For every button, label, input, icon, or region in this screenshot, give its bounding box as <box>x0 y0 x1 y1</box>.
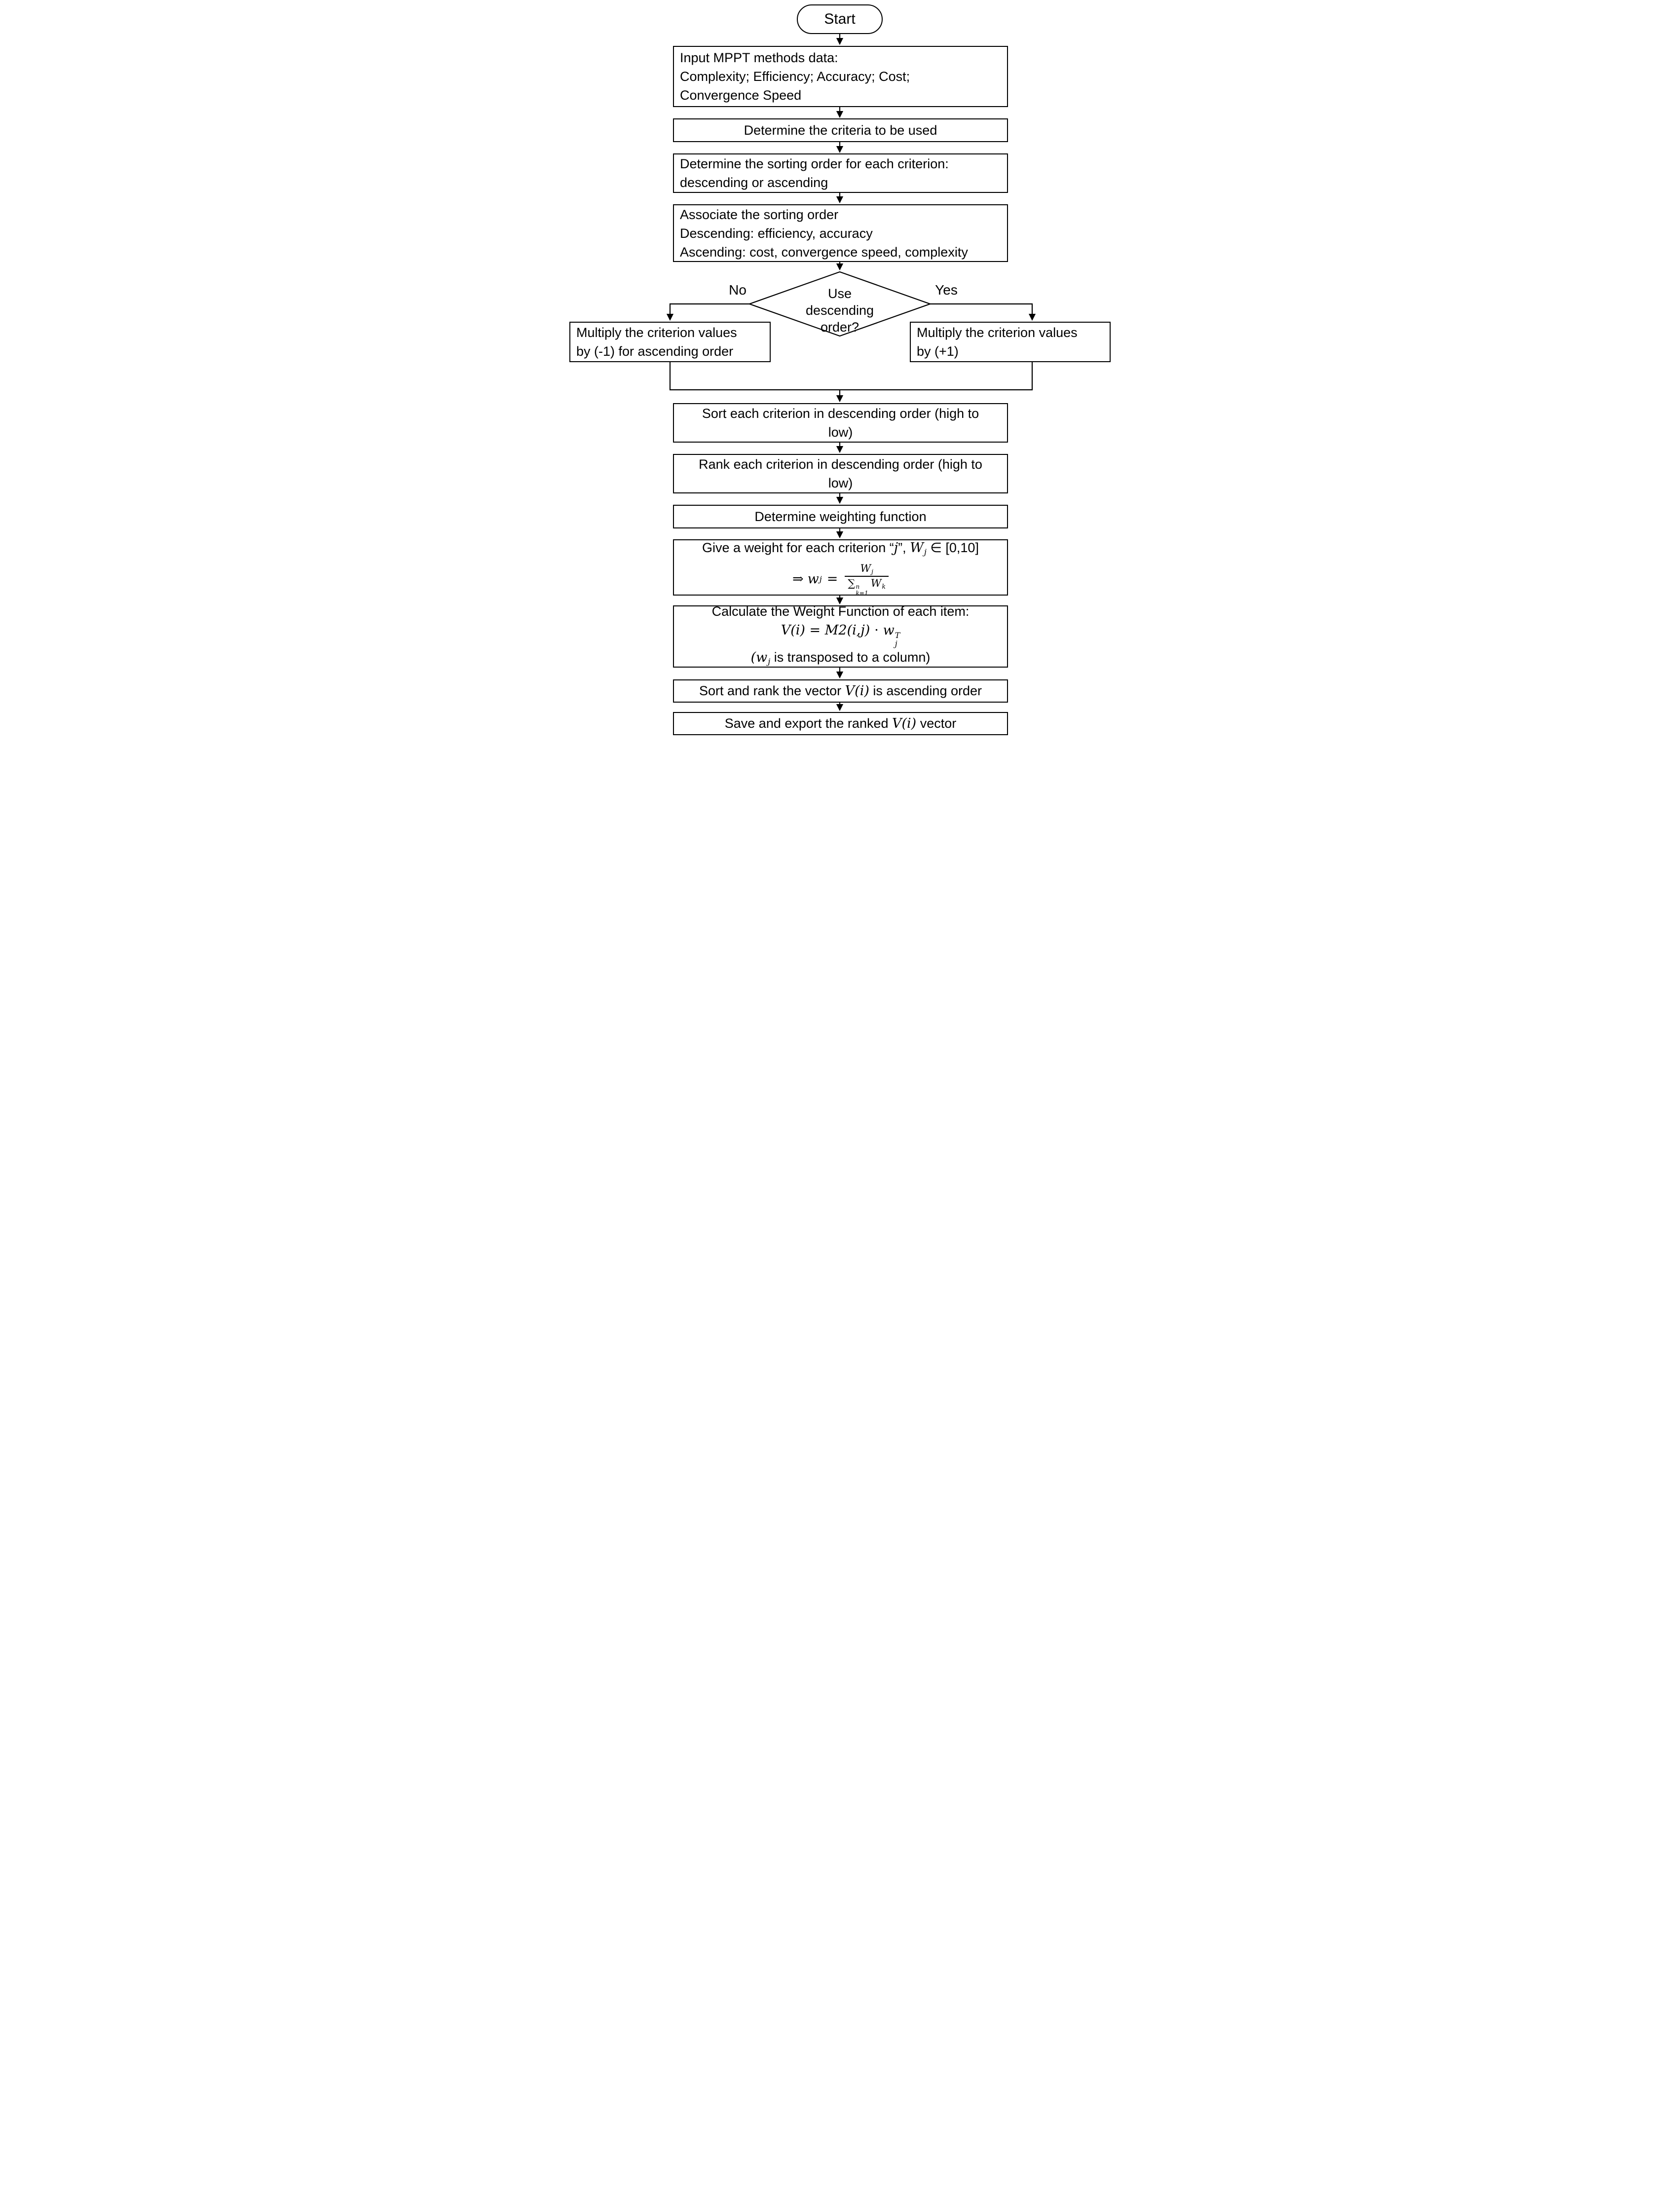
calc-formula <box>781 621 900 648</box>
box-line: Rank each criterion in descending order (high to <box>699 457 982 472</box>
box-line: Associate the sorting order <box>680 207 839 222</box>
save-export-box <box>673 712 1008 735</box>
branch-label-yes: Yes <box>935 282 958 298</box>
equals-sign: = <box>826 571 838 587</box>
supsub-Tj <box>895 632 900 648</box>
text-token: is transposed to a column) <box>770 650 931 665</box>
sub-j: j <box>768 656 771 666</box>
var-w-open: (w <box>750 650 768 666</box>
var-Vi: V(i) <box>845 683 869 699</box>
sub-k1: k=1 <box>856 590 868 597</box>
box-line: Convergence Speed <box>680 88 802 103</box>
weight-formula <box>792 562 889 597</box>
weight-title <box>702 538 979 561</box>
box-line: by (-1) for ascending order <box>576 344 734 359</box>
text-token: vector <box>916 716 957 731</box>
box-line <box>699 681 982 701</box>
calculate-weight-function-box <box>673 605 1008 668</box>
weighting-function-box <box>673 505 1008 528</box>
rank-criteria-box <box>673 454 1008 493</box>
sorting-order-box <box>673 153 1008 193</box>
branch-label-no: No <box>729 282 747 298</box>
box-line: Complexity; Efficiency; Accuracy; Cost; <box>680 69 910 84</box>
input-data-box <box>673 46 1008 107</box>
box-line: Descending: efficiency, accuracy <box>680 225 873 241</box>
text-token: ∈ [0,10] <box>926 540 979 556</box>
fraction-numerator <box>857 562 876 576</box>
box-line: descending or ascending <box>680 175 828 190</box>
var-W: W <box>910 540 924 556</box>
box-line: Multiply the criterion values <box>917 325 1078 340</box>
box-line: Input MPPT methods data: <box>680 50 838 65</box>
var-w: w <box>807 571 819 587</box>
sup-n: n <box>856 583 860 591</box>
box-line <box>725 714 956 733</box>
decision-line: order? <box>820 320 859 335</box>
box-line: Ascending: cost, convergence speed, complexity <box>680 244 968 260</box>
sub-j: j <box>924 547 927 557</box>
box-line: Determine the criteria to be used <box>744 123 937 138</box>
text-token: ”, <box>898 540 910 556</box>
merge-right-connector <box>840 362 1032 390</box>
start-node <box>797 4 883 34</box>
formula-main: V(i) = M2(i,j) ⋅ w <box>781 623 895 638</box>
sort-rank-vector-box <box>673 679 1008 703</box>
weight-fraction <box>845 562 889 597</box>
box-line: by (+1) <box>917 344 959 359</box>
box-line: Determine weighting function <box>754 509 927 524</box>
multiply-negative-box <box>569 322 771 362</box>
text-token: Give a weight for each criterion “ <box>702 540 894 556</box>
sub-j: j <box>871 567 873 575</box>
branch-no-connector <box>670 304 749 320</box>
box-line: low) <box>828 476 853 490</box>
text-token: Save and export the ranked <box>724 716 892 731</box>
box-line: Determine the sorting order for each criterion: <box>680 156 949 171</box>
sigma-limits <box>856 584 868 597</box>
multiply-positive-box <box>910 322 1111 362</box>
decision-line: Use <box>827 286 852 301</box>
determine-criteria-box <box>673 118 1008 142</box>
decision-line: descending <box>805 303 874 318</box>
sort-criteria-box <box>673 403 1008 443</box>
sup-T: T <box>895 631 900 640</box>
implies-arrow: ⇒ <box>792 571 804 587</box>
box-line: Sort each criterion in descending order (high to <box>702 406 979 421</box>
merge-left-connector <box>670 362 840 390</box>
box-line: Multiply the criterion values <box>576 325 737 340</box>
flowchart-canvas <box>560 0 1120 736</box>
text-token: Sort and rank the vector <box>699 683 845 698</box>
box-line: Calculate the Weight Function of each item: <box>711 604 970 619</box>
var-W: W <box>860 562 871 574</box>
branch-yes-connector <box>930 304 1032 320</box>
var-Vi: V(i) <box>892 716 917 731</box>
fraction-denominator <box>845 576 889 597</box>
sigma-sign: ∑ <box>848 577 856 590</box>
start-label: Start <box>824 11 856 27</box>
text-token: is ascending order <box>869 683 982 698</box>
sub-j: j <box>819 574 822 584</box>
var-j: j <box>894 540 898 556</box>
sub-j: j <box>895 638 897 648</box>
associate-sorting-order-box <box>673 204 1008 262</box>
weight-assignment-box <box>673 539 1008 596</box>
box-line: low) <box>828 425 853 440</box>
decision-text <box>766 285 914 336</box>
calc-note <box>751 648 931 671</box>
var-W: W <box>870 577 882 590</box>
sub-k: k <box>882 582 886 590</box>
